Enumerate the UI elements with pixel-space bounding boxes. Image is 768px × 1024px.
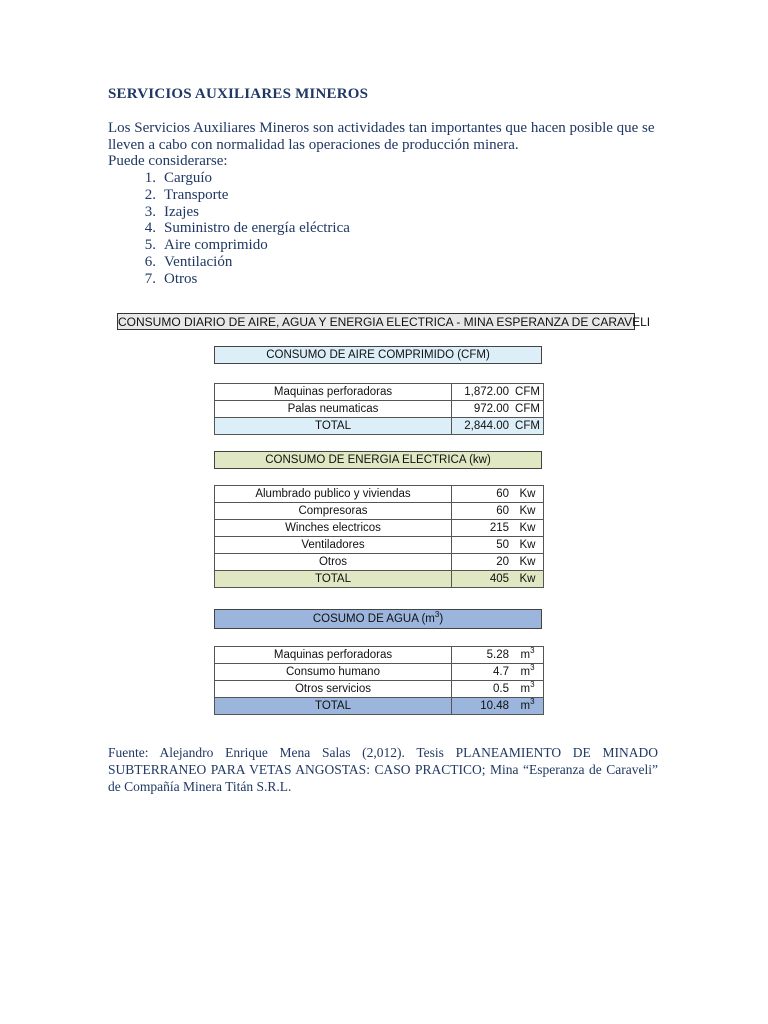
electric-section-header: CONSUMO DE ENERGIA ELECTRICA (kw): [214, 451, 542, 469]
intro-subtext: Puede considerarse:: [108, 153, 228, 169]
list-label: Suministro de energía eléctrica: [164, 220, 350, 237]
row-unit: Kw: [512, 503, 544, 520]
unit-sup: 3: [530, 663, 535, 673]
row-value: 60: [452, 486, 513, 503]
list-label: Izajes: [164, 203, 199, 220]
row-unit: Kw: [512, 520, 544, 537]
table-row: [215, 401, 544, 418]
row-value: 60: [452, 503, 513, 520]
row-name: Palas neumaticas: [215, 401, 452, 418]
consumption-figure: [114, 310, 651, 728]
list-number: 6.: [144, 253, 156, 270]
water-section-header: [214, 609, 542, 629]
total-value: 405: [452, 571, 513, 588]
table-row: [215, 486, 544, 503]
electric-table: [214, 485, 544, 588]
row-value: 4.7: [452, 664, 513, 681]
unit-sup: 3: [530, 680, 535, 690]
row-value: 5.28: [452, 647, 513, 664]
air-section-header: CONSUMO DE AIRE COMPRIMIDO (CFM): [214, 346, 542, 364]
total-label: TOTAL: [215, 698, 452, 715]
list-number: 7.: [144, 270, 156, 287]
total-value: 10.48: [452, 698, 513, 715]
row-name: Maquinas perforadoras: [215, 647, 452, 664]
list-item: [108, 220, 350, 237]
list-number: 5.: [144, 237, 156, 254]
row-unit: Kw: [512, 554, 544, 571]
table-row: [215, 664, 544, 681]
table-row: [215, 384, 544, 401]
water-header-sup: 3: [434, 610, 440, 620]
intro-text: Los Servicios Auxiliares Mineros son actividades tan importantes que hacen posible que se lleven a cabo con normalidad las operaciones de producción minera.: [108, 120, 655, 153]
services-list: [108, 170, 350, 288]
intro-paragraph: [108, 120, 664, 154]
total-label: TOTAL: [215, 571, 452, 588]
row-name: Otros: [215, 554, 452, 571]
total-unit: [512, 698, 544, 715]
list-label: Carguío: [164, 170, 213, 186]
list-label: Ventilación: [164, 253, 233, 270]
unit-text: m: [520, 700, 531, 712]
table-row: [215, 554, 544, 571]
unit-sup: 3: [530, 646, 535, 656]
row-unit: [512, 681, 544, 698]
list-item: [108, 254, 350, 271]
unit-text: m: [520, 683, 531, 695]
row-name: Maquinas perforadoras: [215, 384, 452, 401]
row-unit: [512, 664, 544, 681]
water-header-end: ): [439, 613, 444, 625]
row-unit: CFM: [512, 401, 544, 418]
table-row: [215, 537, 544, 554]
row-value: 50: [452, 537, 513, 554]
row-unit: Kw: [512, 537, 544, 554]
list-label: Transporte: [164, 186, 229, 203]
row-value: 972.00: [452, 401, 513, 418]
row-name: Otros servicios: [215, 681, 452, 698]
row-name: Alumbrado publico y viviendas: [215, 486, 452, 503]
figure-title: CONSUMO DIARIO DE AIRE, AGUA Y ENERGIA ELECTRICA - MINA ESPERANZA DE CARAVELI: [118, 315, 651, 329]
total-row: [215, 571, 544, 588]
water-header-text: COSUMO DE AGUA (m: [312, 613, 435, 625]
row-name: Compresoras: [215, 503, 452, 520]
list-number: 3.: [144, 203, 156, 220]
air-table: [214, 383, 544, 435]
row-unit: Kw: [512, 486, 544, 503]
page-title: SERVICIOS AUXILIARES MINEROS: [108, 86, 369, 102]
total-row: [215, 418, 544, 435]
list-item: [108, 170, 350, 187]
total-row: [215, 698, 544, 715]
row-unit: [512, 647, 544, 664]
row-value: 1,872.00: [452, 384, 513, 401]
total-unit: Kw: [512, 571, 544, 588]
list-label: Otros: [164, 270, 198, 287]
table-row: [215, 647, 544, 664]
list-label: Aire comprimido: [164, 237, 268, 254]
row-name: Ventiladores: [215, 537, 452, 554]
total-value: 2,844.00: [452, 418, 513, 435]
source-citation: Fuente: Alejandro Enrique Mena Salas (2,012). Tesis PLANEAMIENTO DE MINADO SUBTERRANEO PARA VETAS ANGOSTAS: CASO PRACTICO; Mina “Esperanza de Caraveli” de Compañía Minera Titán S.R.L.: [108, 745, 658, 794]
table-row: [215, 520, 544, 537]
unit-text: m: [520, 666, 531, 678]
list-item: [108, 237, 350, 254]
list-item: [108, 187, 350, 204]
list-number: 1.: [144, 170, 156, 186]
list-number: 2.: [144, 186, 156, 203]
list-item: [108, 204, 350, 221]
row-value: 20: [452, 554, 513, 571]
list-number: 4.: [144, 220, 156, 237]
total-label: TOTAL: [215, 418, 452, 435]
row-name: Consumo humano: [215, 664, 452, 681]
row-value: 215: [452, 520, 513, 537]
table-row: [215, 681, 544, 698]
unit-text: m: [520, 649, 531, 661]
total-unit: CFM: [512, 418, 544, 435]
list-item: [108, 271, 350, 288]
row-unit: CFM: [512, 384, 544, 401]
row-value: 0.5: [452, 681, 513, 698]
water-table: [214, 646, 544, 715]
row-name: Winches electricos: [215, 520, 452, 537]
table-row: [215, 503, 544, 520]
unit-sup: 3: [530, 697, 535, 707]
